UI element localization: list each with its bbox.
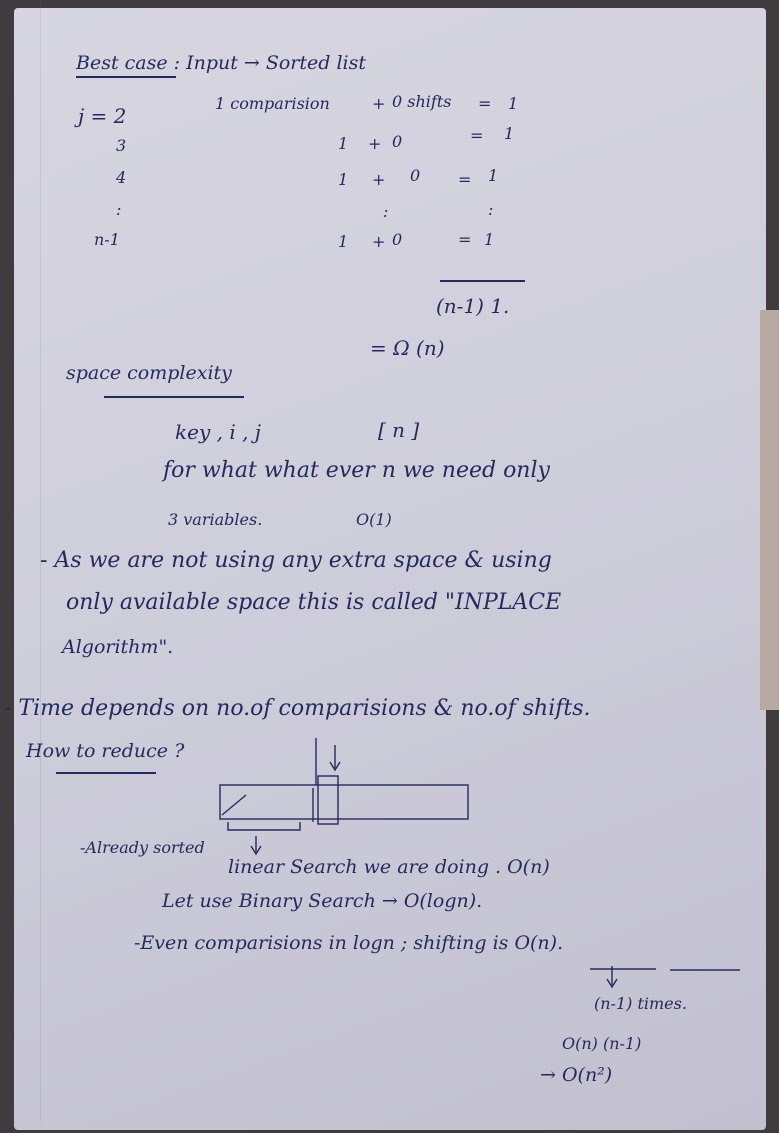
row-total: 1 <box>488 166 499 185</box>
space-complexity-heading: space complexity <box>66 362 232 384</box>
row-j: n-1 <box>94 230 120 249</box>
row-total: 1 <box>508 94 519 113</box>
row-shifts: 0 <box>392 132 403 151</box>
inplace-line-1: - As we are not using any extra space & using <box>40 548 552 573</box>
row-plus: + <box>372 232 386 251</box>
product-note: O(n) (n-1) <box>562 1034 642 1053</box>
row-shifts: : <box>383 202 389 221</box>
sum-value: (n-1) 1. <box>436 294 510 318</box>
row-eq: = <box>458 230 472 249</box>
even-comparisons-note: -Even comparisions in logn ; shifting is O(n). <box>134 932 564 954</box>
space-order: O(1) <box>356 510 392 529</box>
space-vars: key , i , j <box>175 420 261 444</box>
final-complexity: → O(n²) <box>540 1064 613 1086</box>
binary-search-note: Let use Binary Search → O(logn). <box>162 890 483 912</box>
space-line-2: 3 variables. <box>168 510 263 529</box>
row-total: 1 <box>484 230 495 249</box>
row-shifts: 0 <box>410 166 421 185</box>
row-total: 1 <box>504 124 515 143</box>
row-j: 3 <box>116 136 127 155</box>
row-j: 4 <box>116 168 127 187</box>
how-to-reduce: How to reduce ? <box>26 740 185 762</box>
row-plus: + <box>368 134 382 153</box>
space-array: [ n ] <box>378 418 420 442</box>
row-shifts: 0 <box>392 230 403 249</box>
row-j: : <box>116 200 122 219</box>
row-total: : <box>488 200 494 219</box>
row-eq: = <box>458 170 472 189</box>
time-line: - Time depends on no.of comparisions & no.of shifts. <box>4 696 591 721</box>
space-line-1: for what what ever n we need only <box>163 458 550 483</box>
row-eq: = <box>478 94 492 113</box>
inplace-line-2: only available space this is called "INPLACE <box>66 590 562 615</box>
array-box <box>220 785 468 819</box>
times-note: (n-1) times. <box>594 994 687 1013</box>
sorted-bracket <box>228 822 300 830</box>
key-box <box>318 776 338 824</box>
row-comparisons: 1 comparision <box>215 94 330 113</box>
row-j: j = 2 <box>78 104 127 128</box>
row-plus: + <box>372 94 386 113</box>
page-title: Best case : Input → Sorted list <box>76 52 367 74</box>
best-case-result: = Ω (n) <box>370 336 445 360</box>
inplace-line-3: Algorithm". <box>62 636 174 658</box>
already-sorted-label: -Already sorted <box>80 838 205 857</box>
row-comparisons: 1 <box>338 232 349 251</box>
row-plus: + <box>372 170 386 189</box>
row-eq: = <box>470 126 484 145</box>
row-comparisons: 1 <box>338 134 349 153</box>
linear-search-note: linear Search we are doing . O(n) <box>228 856 550 878</box>
row-shifts: 0 shifts <box>392 92 452 111</box>
row-comparisons: 1 <box>338 170 349 189</box>
sorted-tick-mark <box>222 795 246 815</box>
